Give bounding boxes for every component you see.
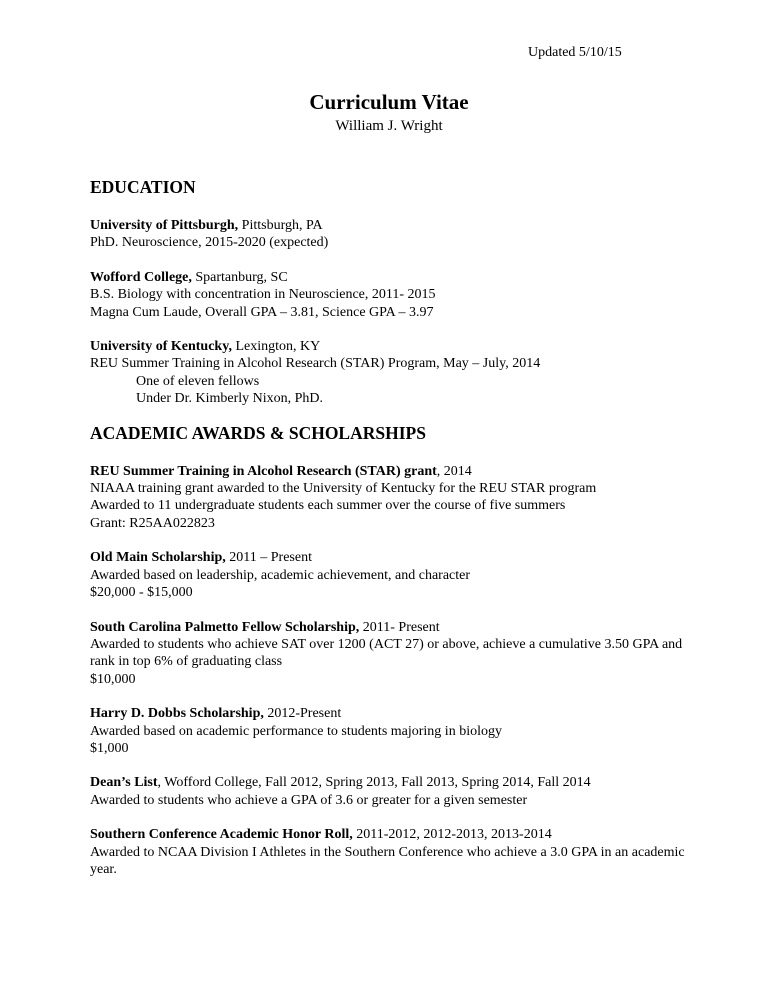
award-name: Southern Conference Academic Honor Roll, (90, 827, 353, 843)
entry-line: B.S. Biology with concentration in Neuroscience, 2011- 2015 (90, 287, 436, 303)
education-entry-wofford (90, 269, 690, 321)
award-entry-deans-list (90, 774, 690, 809)
updated-date: Updated 5/10/15 (528, 45, 622, 60)
entry-header (90, 217, 690, 234)
awards-heading: ACADEMIC AWARDS & SCHOLARSHIPS (90, 422, 426, 443)
entry-indented-line: One of eleven fellows (136, 373, 260, 389)
award-name: Old Main Scholarship, (90, 550, 226, 566)
institution-location: Pittsburgh, PA (238, 218, 323, 233)
award-detail: , Wofford College, Fall 2012, Spring 2013, Fall 2013, Spring 2014, Fall 2014 (157, 775, 591, 791)
entry-header (90, 338, 690, 355)
entry-line: Awarded to NCAA Division I Athletes in the Southern Conference who achieve a 3.0 GPA in an academic year. (90, 844, 685, 877)
award-name: Dean’s List (90, 775, 158, 791)
entry-header (90, 705, 690, 722)
entry-line: $20,000 - $15,000 (90, 585, 193, 601)
institution-name: Wofford College, (90, 269, 192, 285)
page-title: Curriculum Vitae (309, 90, 469, 114)
cv-content (90, 176, 690, 895)
award-detail: 2011 – Present (225, 550, 312, 566)
entry-indented-line: Under Dr. Kimberly Nixon, PhD. (136, 391, 324, 407)
institution-location: Lexington, KY (231, 339, 321, 355)
entry-header (90, 463, 690, 480)
award-entry-socon-honor-roll (90, 826, 690, 878)
award-name: Harry D. Dobbs Scholarship, (90, 706, 264, 722)
entry-line: Magna Cum Laude, Overall GPA – 3.81, Science GPA – 3.97 (90, 304, 434, 320)
award-name: South Carolina Palmetto Fellow Scholarship, (90, 619, 360, 635)
entry-header (90, 549, 690, 566)
award-detail: 2011- Present (359, 619, 440, 635)
entry-line: Grant: R25AA022823 (90, 515, 215, 531)
education-entry-kentucky (90, 338, 690, 408)
entry-header (90, 826, 690, 843)
title-block (0, 90, 768, 135)
institution-name: University of Pittsburgh, (90, 218, 239, 233)
award-name: REU Summer Training in Alcohol Research (STAR) grant (90, 463, 437, 479)
entry-line: Awarded to students who achieve SAT over 1200 (ACT 27) or above, achieve a cumulative 3.50 GPA and rank in top 6% of graduating class (90, 636, 683, 670)
education-heading: EDUCATION (90, 177, 196, 197)
award-detail: 2012-Present (263, 706, 342, 722)
entry-line: Awarded based on academic performance to students majoring in biology (90, 723, 502, 739)
award-detail: , 2014 (436, 463, 472, 479)
institution-location: Spartanburg, SC (191, 269, 288, 285)
entry-header (90, 269, 690, 286)
entry-line: $1,000 (90, 740, 129, 756)
entry-line: NIAAA training grant awarded to the University of Kentucky for the REU STAR program (90, 481, 597, 497)
education-entry-pittsburgh (90, 217, 690, 252)
award-entry-palmetto (90, 619, 690, 689)
entry-line: PhD. Neuroscience, 2015-2020 (expected) (90, 235, 329, 251)
award-entry-reu-grant (90, 463, 690, 533)
award-entry-old-main (90, 549, 690, 601)
institution-name: University of Kentucky, (90, 339, 232, 355)
entry-line: Awarded based on leadership, academic achievement, and character (90, 567, 471, 583)
entry-line: REU Summer Training in Alcohol Research (STAR) Program, May – July, 2014 (90, 356, 541, 372)
award-entry-dobbs (90, 705, 690, 757)
entry-line: $10,000 (90, 671, 136, 687)
author-name: William J. Wright (335, 118, 443, 134)
award-detail: 2011-2012, 2012-2013, 2013-2014 (352, 827, 552, 843)
entry-line: Awarded to 11 undergraduate students each summer over the course of five summers (90, 498, 566, 514)
entry-header (90, 774, 690, 791)
entry-line: Awarded to students who achieve a GPA of 3.6 or greater for a given semester (90, 792, 528, 808)
entry-header (90, 619, 690, 636)
